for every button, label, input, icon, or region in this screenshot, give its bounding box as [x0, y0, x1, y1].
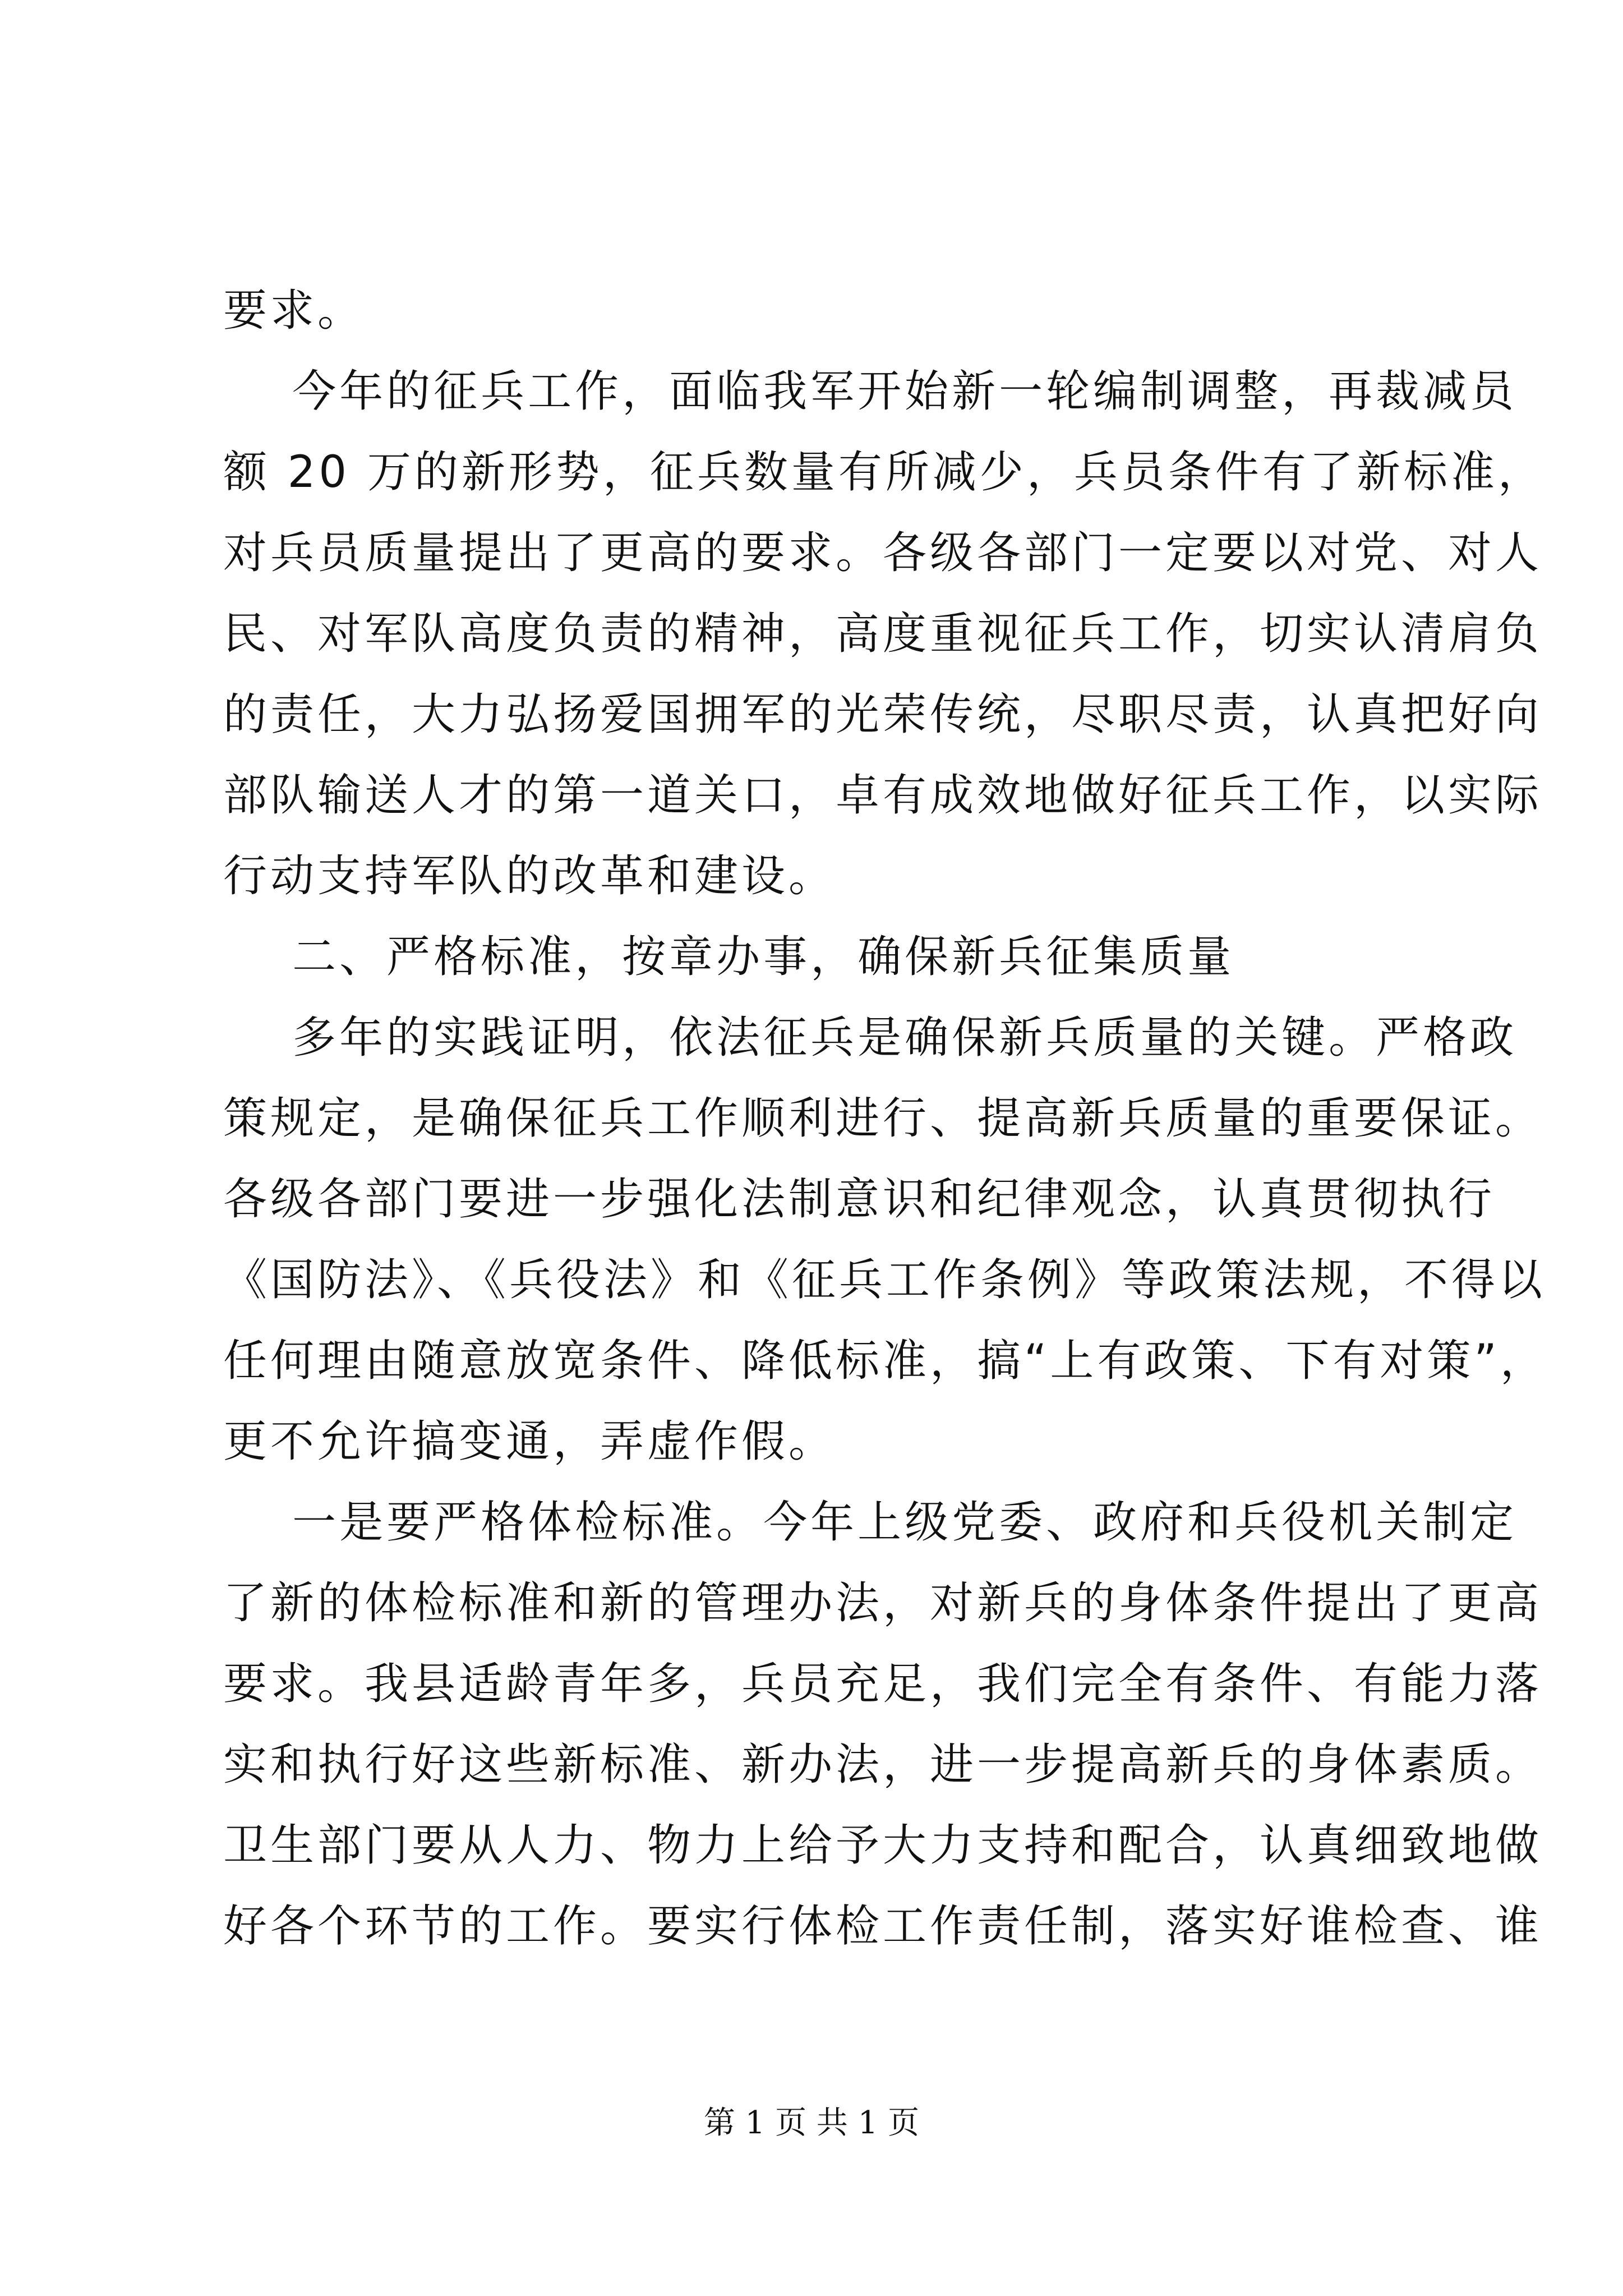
text-line: 各级各部门要进一步强化法制意识和纪律观念，认真贯彻执行: [223, 1174, 1496, 1225]
text-line: 好各个环节的工作。要实行体检工作责任制，落实好谁检查、谁: [223, 1901, 1543, 1952]
text-line: 额 20 万的新形势，征兵数量有所减少，兵员条件有了新标准，: [223, 447, 1545, 498]
text-line: 要求。: [223, 286, 365, 336]
text-line: 行动支持军队的改革和建设。: [223, 851, 836, 901]
text-line: 今年的征兵工作，面临我军开始新一轮编制调整，再裁减员: [223, 366, 1518, 417]
text-line: 策规定，是确保征兵工作顺利进行、提高新兵质量的重要保证。: [223, 1093, 1543, 1144]
text-line: 部队输送人才的第一道关口，卓有成效地做好征兵工作，以实际: [223, 770, 1543, 821]
document-body: [223, 270, 1547, 1967]
text-line: 一是要严格体检标准。今年上级党委、政府和兵役机关制定: [223, 1497, 1518, 1548]
text-line: 任何理由随意放宽条件、降低标准，搞“上有政策、下有对策”，: [223, 1336, 1547, 1386]
text-line: 更不允许搞变通，弄虚作假。: [223, 1416, 836, 1467]
text-line: 对兵员质量提出了更高的要求。各级各部门一定要以对党、对人: [223, 528, 1543, 578]
text-line: 了新的体检标准和新的管理办法，对新兵的身体条件提出了更高: [223, 1578, 1543, 1628]
section-heading: 二、严格标准，按章办事，确保新兵征集质量: [223, 932, 1235, 982]
text-line: 的责任，大力弘扬爱国拥军的光荣传统，尽职尽责，认真把好向: [223, 689, 1543, 740]
text-line: 《国防法》、《兵役法》和《征兵工作条例》等政策法规，不得以: [223, 1255, 1546, 1305]
text-line: 民、对军队高度负责的精神，高度重视征兵工作，切实认清肩负: [223, 609, 1543, 659]
text-line: 实和执行好这些新标准、新办法，进一步提高新兵的身体素质。: [223, 1740, 1543, 1790]
page-footer: 第 1 页 共 1 页: [703, 2105, 920, 2141]
text-line: 卫生部门要从人力、物力上给予大力支持和配合，认真细致地做: [223, 1820, 1543, 1871]
text-line: 多年的实践证明，依法征兵是确保新兵质量的关键。严格政: [223, 1013, 1518, 1063]
text-line: 要求。我县适龄青年多，兵员充足，我们完全有条件、有能力落: [223, 1659, 1543, 1709]
